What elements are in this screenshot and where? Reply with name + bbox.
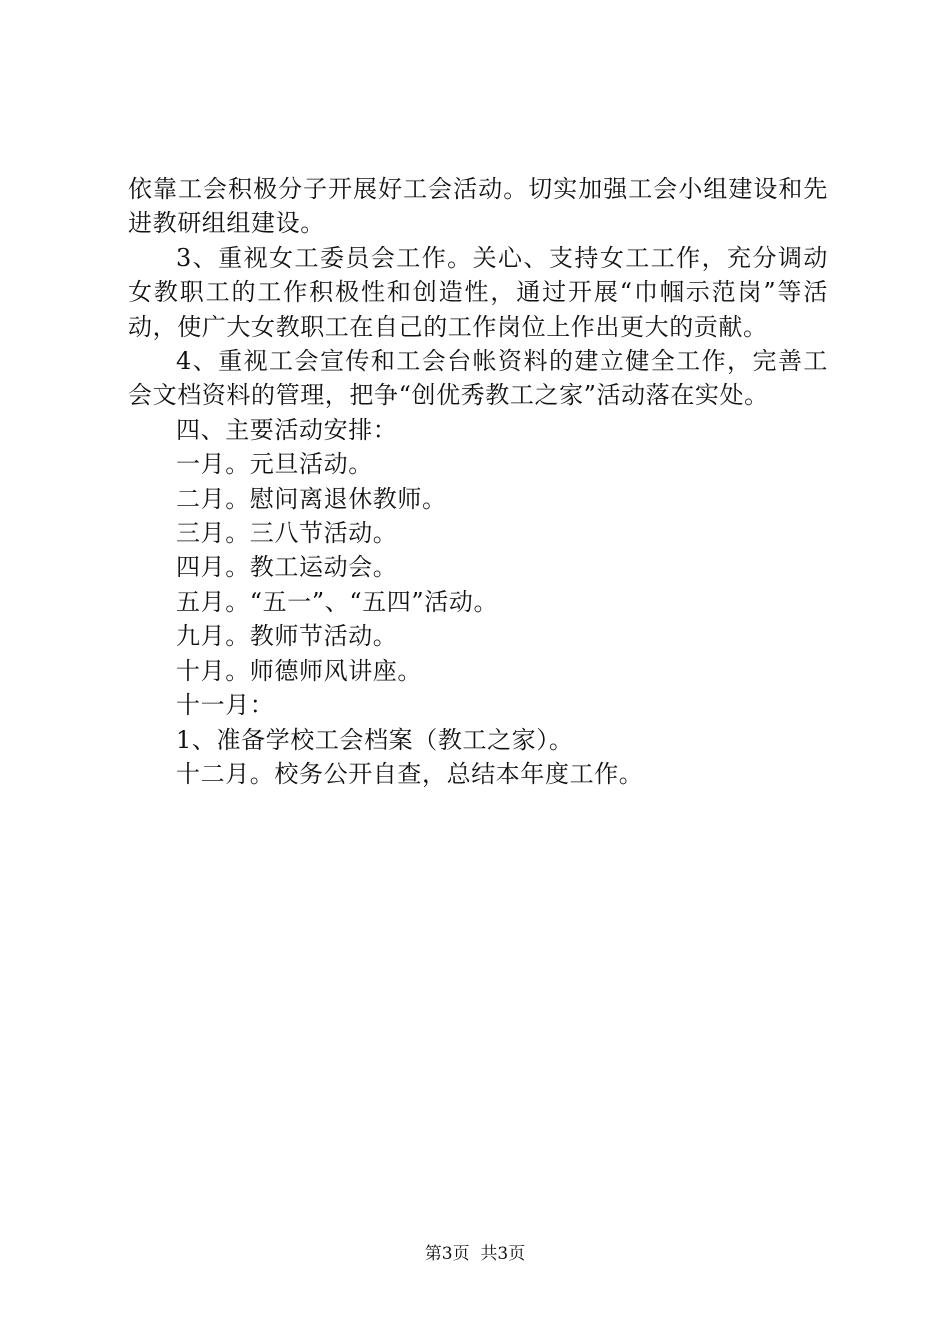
activity-november: 十一月： <box>176 691 275 720</box>
document-body <box>128 172 828 791</box>
paragraph-publicity-records: 4、重视工会宣传和工会台帐资料的建立健全工作，完善工会文档资料的管理，把争“创优秀教工之家”活动落在实处。 <box>128 347 828 410</box>
activity-march: 三月。三八节活动。 <box>176 519 398 548</box>
activity-february: 二月。慰问离退休教师。 <box>176 484 447 513</box>
page-number-footer: 第3页 共3页 <box>424 1244 526 1264</box>
activity-september: 九月。教师节活动。 <box>176 622 398 651</box>
activity-april: 四月。教工运动会。 <box>176 553 398 582</box>
activity-may: 五月。“五一”、“五四”活动。 <box>176 587 499 616</box>
paragraph-women-committee: 3、重视女工委员会工作。关心、支持女工工作，充分调动女教职工的工作积极性和创造性，通过开展“巾帼示范岗”等活动，使广大女教职工在自己的工作岗位上作出更大的贡献。 <box>128 243 828 341</box>
activity-january: 一月。元旦活动。 <box>176 450 373 479</box>
paragraph-continuation: 依靠工会积极分子开展好工会活动。切实加强工会小组建设和先进教研组组建设。 <box>128 175 828 238</box>
activity-october: 十月。师德师风讲座。 <box>176 656 422 685</box>
activity-november-item: 1、准备学校工会档案（教工之家）。 <box>176 725 574 754</box>
section-heading-activities: 四、主要活动安排： <box>176 415 398 444</box>
activity-december: 十二月。校务公开自查，总结本年度工作。 <box>176 759 644 788</box>
